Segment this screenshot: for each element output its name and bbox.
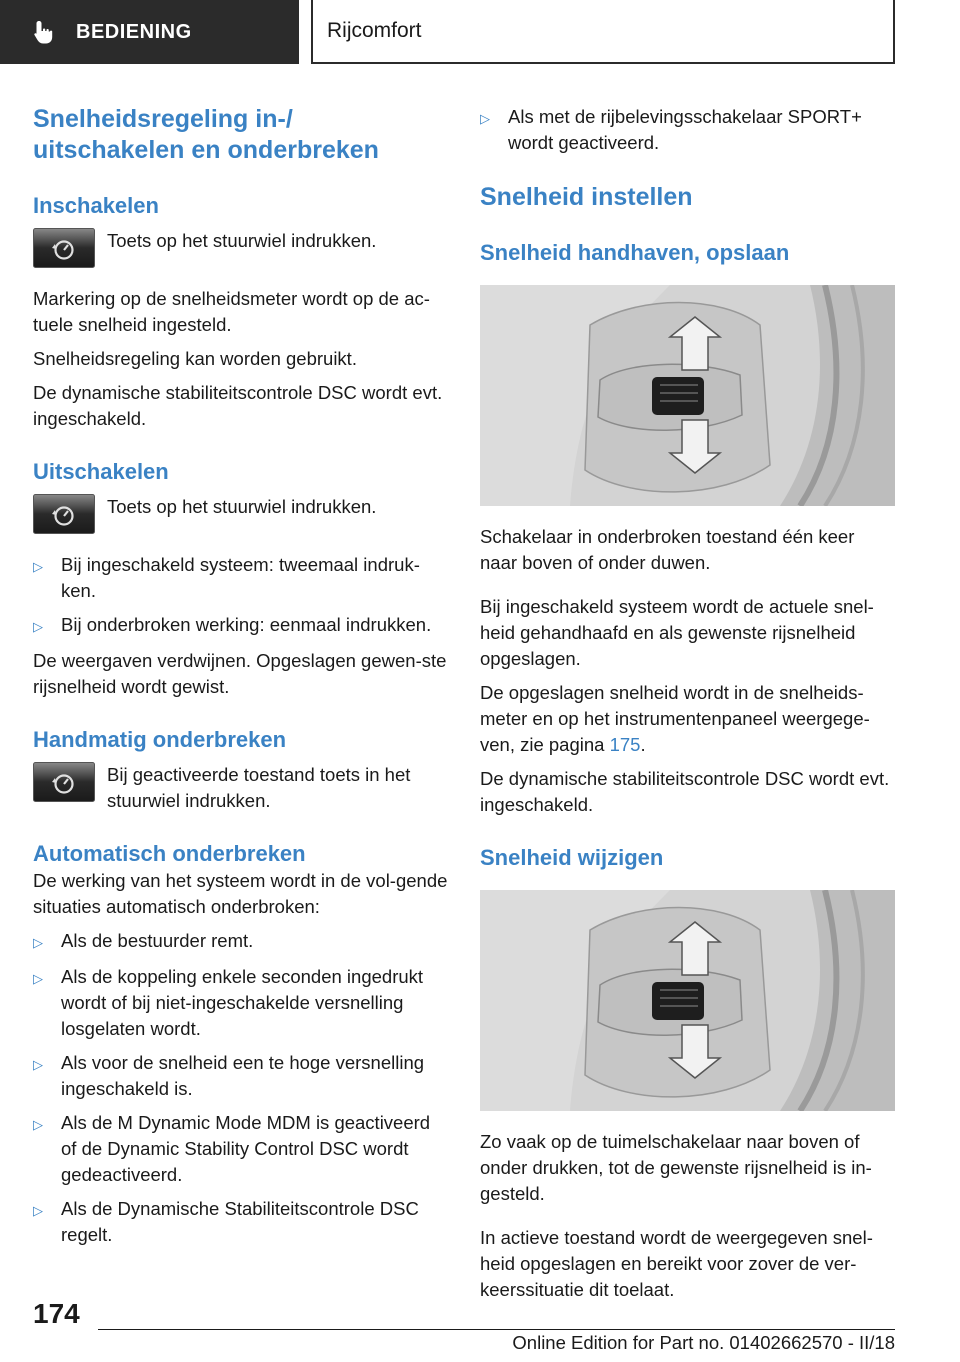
heading-handhaven: Snelheid handhaven, opslaan — [480, 240, 790, 265]
triangle-bullet-icon: ▷ — [33, 1203, 43, 1218]
heading-handmatig: Handmatig onderbreken — [33, 727, 287, 752]
list-item: ▷ Als met de rijbelevingsschakelaar SPORT+ wordt geactiveerd. — [480, 104, 895, 156]
triangle-bullet-icon: ▷ — [33, 559, 43, 574]
triangle-bullet-icon: ▷ — [33, 1117, 43, 1132]
cruise-control-button-icon — [33, 762, 95, 802]
paragraph: De werking van het systeem wordt in de vol-gende situaties automatisch onderbroken: — [33, 870, 448, 917]
list-item: ▷ Als de koppeling enkele seconden ingedrukt wordt of bij niet-ingeschakelde versnelling losgelaten wordt. — [33, 964, 448, 1042]
list-item: ▷ Bij onderbroken werking: eenmaal indrukken. — [33, 612, 448, 640]
hand-pointer-icon — [30, 18, 58, 46]
triangle-bullet-icon: ▷ — [33, 971, 43, 986]
footer-edition: Online Edition for Part no. 01402662570 - II/18 — [512, 1332, 895, 1353]
cruise-control-button-icon — [33, 228, 95, 268]
cruise-button-row-off — [33, 494, 448, 534]
button-instruction-off: Toets op het stuurwiel indrukken. — [107, 496, 377, 517]
page-reference-link[interactable]: 175 — [609, 734, 641, 755]
image-caption: Zo vaak op de tuimelschakelaar naar boven of onder drukken, tot de gewenste rijsnelheid is in-gesteld. — [480, 1131, 872, 1204]
steering-wheel-switch-photo — [480, 890, 895, 1111]
list-item: ▷ Bij ingeschakeld systeem: tweemaal indruk-ken. — [33, 552, 448, 604]
header-topic-box — [311, 0, 895, 64]
main-heading-on-off: Snelheidsregeling in-/ uitschakelen en onderbreken — [33, 105, 379, 164]
cruise-control-button-icon — [33, 494, 95, 534]
triangle-bullet-icon: ▷ — [33, 1057, 43, 1072]
heading-inschakelen: Inschakelen — [33, 193, 159, 218]
list-item: ▷ Als de Dynamische Stabiliteitscontrole DSC regelt. — [33, 1196, 448, 1248]
triangle-bullet-icon: ▷ — [480, 111, 490, 126]
heading-wijzigen: Snelheid wijzigen — [480, 845, 664, 870]
list-item: ▷ Als de M Dynamic Mode MDM is geactiveerd of de Dynamic Stability Control DSC wordt gedeactiveerd. — [33, 1110, 448, 1188]
footer-divider — [98, 1329, 895, 1330]
steering-wheel-switch-photo — [480, 285, 895, 506]
cruise-button-row-manual — [33, 762, 448, 814]
button-instruction-manual: Bij geactiveerde toestand toets in het stuurwiel indrukken. — [107, 764, 411, 811]
paragraph: Bij ingeschakeld systeem wordt de actuele snel-heid gehandhaafd en als gewenste rijsnelheid opgeslagen. — [480, 596, 874, 669]
paragraph: In actieve toestand wordt de weergegeven snel-heid opgeslagen en bereikt voor zover de ver-keerssituatie dit toelaat. — [480, 1227, 873, 1300]
header-section-tab — [0, 0, 299, 64]
list-item: ▷ Als de bestuurder remt. — [33, 928, 448, 956]
paragraph: De dynamische stabiliteitscontrole DSC wordt evt. ingeschakeld. — [480, 768, 890, 815]
left-column — [33, 104, 448, 1248]
heading-uitschakelen: Uitschakelen — [33, 459, 169, 484]
paragraph: De dynamische stabiliteitscontrole DSC wordt evt. ingeschakeld. — [33, 382, 443, 429]
image-caption: Schakelaar in onderbroken toestand één keer naar boven of onder duwen. — [480, 526, 855, 573]
heading-snelheid-instellen: Snelheid instellen — [480, 183, 693, 211]
header-topic-label: Rijcomfort — [327, 19, 422, 42]
right-column — [480, 104, 895, 1303]
button-instruction-on: Toets op het stuurwiel indrukken. — [107, 230, 377, 251]
triangle-bullet-icon: ▷ — [33, 935, 43, 950]
triangle-bullet-icon: ▷ — [33, 619, 43, 634]
page-number: 174 — [33, 1298, 80, 1329]
paragraph: De opgeslagen snelheid wordt in de snelheids-meter en op het instrumentenpaneel weergege-ven, zie pagina 175. — [480, 682, 870, 755]
heading-automatisch: Automatisch onderbreken — [33, 841, 306, 866]
paragraph: Snelheidsregeling kan worden gebruikt. — [33, 348, 357, 369]
paragraph: De weergaven verdwijnen. Opgeslagen gewen-ste rijsnelheid wordt gewist. — [33, 650, 447, 697]
cruise-button-row-on — [33, 228, 448, 268]
header-section-label: BEDIENING — [76, 20, 192, 43]
list-item: ▷ Als voor de snelheid een te hoge versnelling ingeschakeld is. — [33, 1050, 448, 1102]
paragraph: Markering op de snelheidsmeter wordt op de ac-tuele snelheid ingesteld. — [33, 288, 430, 335]
